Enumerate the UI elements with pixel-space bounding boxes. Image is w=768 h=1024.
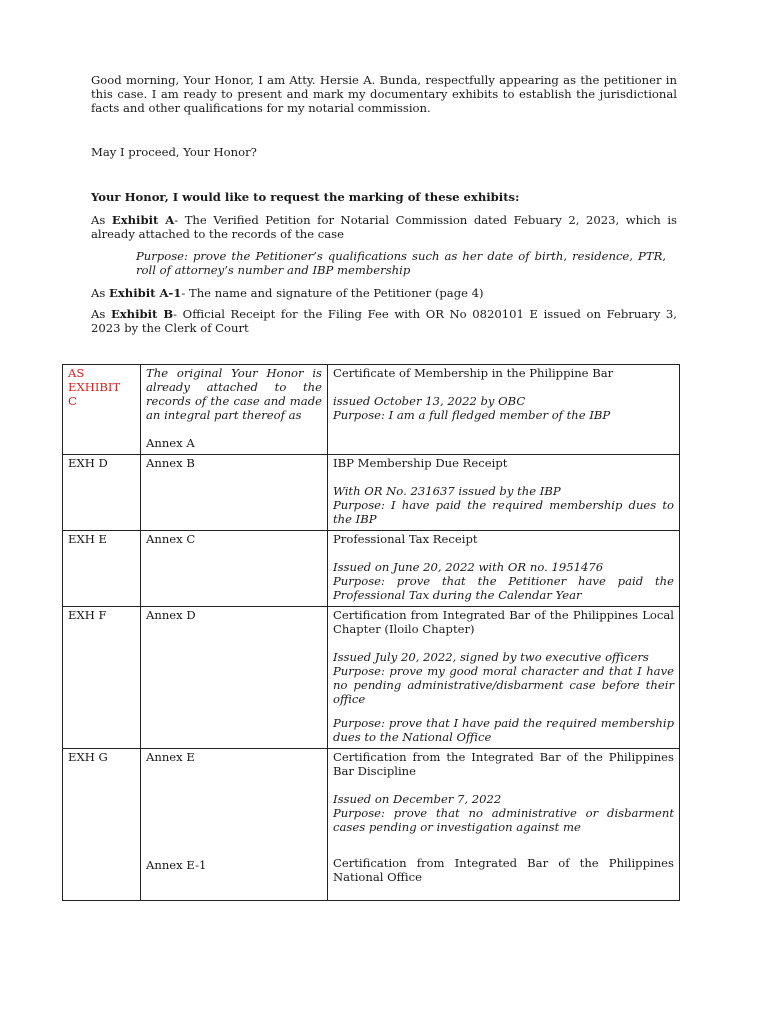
annex-label: Annex C [146,532,196,546]
exhibit-label: EXH D [68,456,108,470]
exhibit-a1-prefix: As [91,286,110,300]
exhibit-label: EXH E [68,532,107,546]
document-title: Certification from Integrated Bar of the Philippines Local Chapter (Iloilo Chapter) [333,608,674,636]
annex-note: The original Your Honor is already attached to the records of the case and made an integral part thereof as [146,366,322,422]
exhibit-b-label: Exhibit B [110,307,174,321]
description-cell [328,531,680,607]
exhibit-cell [63,455,141,531]
table-row [63,749,680,901]
document-title: Certification from Integrated Bar of the Philippines National Office [333,856,674,884]
purpose-line: Purpose: prove that the Petitioner have paid the Professional Tax during the Calendar Year [333,574,674,602]
annex-cell [141,455,328,531]
exhibits-table [62,364,680,901]
description-cell [328,455,680,531]
exhibit-label: AS EXHIBIT C [68,366,121,408]
annex-label: Annex D [146,608,196,622]
exhibit-a-text: - The Verified Petition for Notarial Commission dated Febuary 2, 2023, which is already attached to the records of the case [91,213,677,241]
annex-cell [141,749,328,901]
purpose-line: Purpose: prove that no administrative or disbarment cases pending or investigation against me [333,806,674,834]
proceed-line: May I proceed, Your Honor? [91,145,257,159]
exhibit-b-prefix: As [91,307,111,321]
table-row [63,455,680,531]
exhibit-label: EXH G [68,750,108,764]
document-title: IBP Membership Due Receipt [333,456,508,470]
table-row [63,531,680,607]
annex-label: Annex E [146,750,195,764]
annex-cell [141,531,328,607]
exhibit-a1-label: Exhibit A-1 [109,286,182,300]
exhibit-a-paragraph [91,213,677,241]
description-cell [328,607,680,749]
annex-cell [141,607,328,749]
exhibit-a-prefix: As [91,213,112,227]
document-title: Certification from the Integrated Bar of the Philippines Bar Discipline [333,750,674,778]
exhibit-b-paragraph [91,307,677,335]
purpose-line: Purpose: I am a full fledged member of the IBP [333,408,611,422]
detail-line: With OR No. 231637 issued by the IBP [333,484,561,498]
document-title: Certificate of Membership in the Philippine Bar [333,366,614,380]
exhibit-label: EXH F [68,608,107,622]
exhibit-a-label: Exhibit A [111,213,175,227]
exhibit-cell [63,749,141,901]
purpose-line: Purpose: prove that I have paid the required membership dues to the National Office [333,716,674,744]
exhibit-a-purpose: Purpose: prove the Petitioner’s qualifications such as her date of birth, residence, PTR, roll of attorney’s number and IBP membership [136,249,666,277]
annex-label: Annex E-1 [146,858,207,872]
annex-label: Annex B [146,456,195,470]
detail-line: issued October 13, 2022 by OBC [333,394,526,408]
annex-cell [141,365,328,455]
exhibit-b-text: - Official Receipt for the Filing Fee with OR No 0820101 E issued on February 3, 2023 by the Clerk of Court [91,307,677,335]
detail-line: Issued on December 7, 2022 [333,792,502,806]
description-cell [328,749,680,901]
purpose-line: Purpose: I have paid the required membership dues to the IBP [333,498,674,526]
annex-label: Annex A [146,436,195,450]
document-title: Professional Tax Receipt [333,532,478,546]
intro-paragraph: Good morning, Your Honor, I am Atty. Hersie A. Bunda, respectfully appearing as the petitioner in this case. I am ready to present and mark my documentary exhibits to establish the jurisdictional facts and other qualifications for my notarial commission. [91,73,677,115]
exhibit-a1-paragraph [91,286,677,300]
request-heading: Your Honor, I would like to request the marking of these exhibits: [91,190,520,204]
table-row [63,365,680,455]
detail-line: Issued on June 20, 2022 with OR no. 1951476 [333,560,604,574]
exhibit-cell [63,365,141,455]
table-row [63,607,680,749]
detail-line: Issued July 20, 2022, signed by two executive officers [333,650,649,664]
description-cell [328,365,680,455]
exhibit-cell [63,531,141,607]
exhibit-a1-text: - The name and signature of the Petitioner (page 4) [181,286,484,300]
purpose-line: Purpose: prove my good moral character and that I have no pending administrative/disbarment case before their office [333,664,674,706]
exhibit-cell [63,607,141,749]
